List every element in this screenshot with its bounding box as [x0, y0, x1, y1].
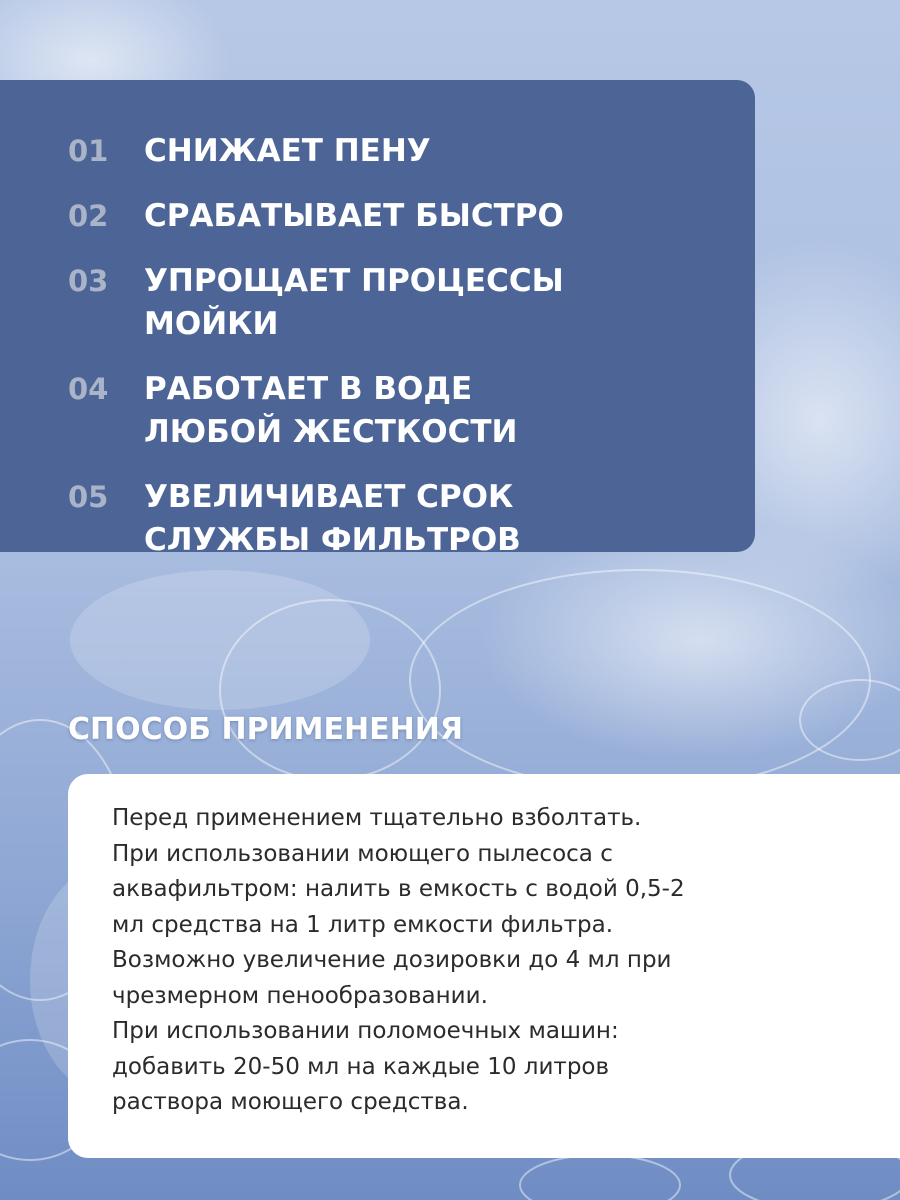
benefits-panel [0, 80, 755, 558]
usage-card [68, 774, 900, 1158]
benefit-text: СРАБАТЫВАЕТ БЫСТРО [144, 198, 564, 234]
benefit-item [68, 195, 755, 238]
benefit-text: РАБОТАЕТ В ВОДЕ ЛЮБОЙ ЖЕСТКОСТИ [144, 371, 518, 450]
usage-line: Возможно увеличение дозировки до 4 мл при [112, 947, 672, 973]
benefit-text: УВЕЛИЧИВАЕТ СРОК СЛУЖБЫ ФИЛЬТРОВ [144, 479, 521, 558]
usage-line: добавить 20-50 мл на каждые 10 литров [112, 1053, 610, 1080]
usage-line: Перед применением тщательно взболтать. [112, 805, 642, 831]
benefit-number: 05 [68, 480, 109, 514]
benefit-number: 03 [68, 264, 109, 298]
usage-line: аквафильтром: налить в емкость с водой 0,5-2 [112, 876, 685, 902]
benefit-number: 02 [68, 199, 109, 233]
benefit-text: СНИЖАЕТ ПЕНУ [144, 133, 431, 169]
usage-line: чрезмерном пенообразовании. [112, 982, 488, 1009]
usage-line: мл средства на 1 литр емкости фильтра. [112, 911, 614, 938]
usage-title: СПОСОБ ПРИМЕНЕНИЯ [68, 712, 463, 747]
benefit-number: 04 [68, 372, 109, 406]
benefit-item [68, 260, 755, 346]
benefit-item [68, 130, 755, 173]
usage-line: При использовании поломоечных машин: [112, 1018, 619, 1044]
benefit-item [68, 368, 755, 454]
benefit-text: УПРОЩАЕТ ПРОЦЕССЫ МОЙКИ [144, 263, 564, 342]
usage-line: раствора моющего средства. [112, 1089, 469, 1115]
benefit-number: 01 [68, 134, 109, 168]
benefit-item [68, 476, 755, 562]
usage-line: При использовании моющего пылесоса с [112, 840, 613, 867]
